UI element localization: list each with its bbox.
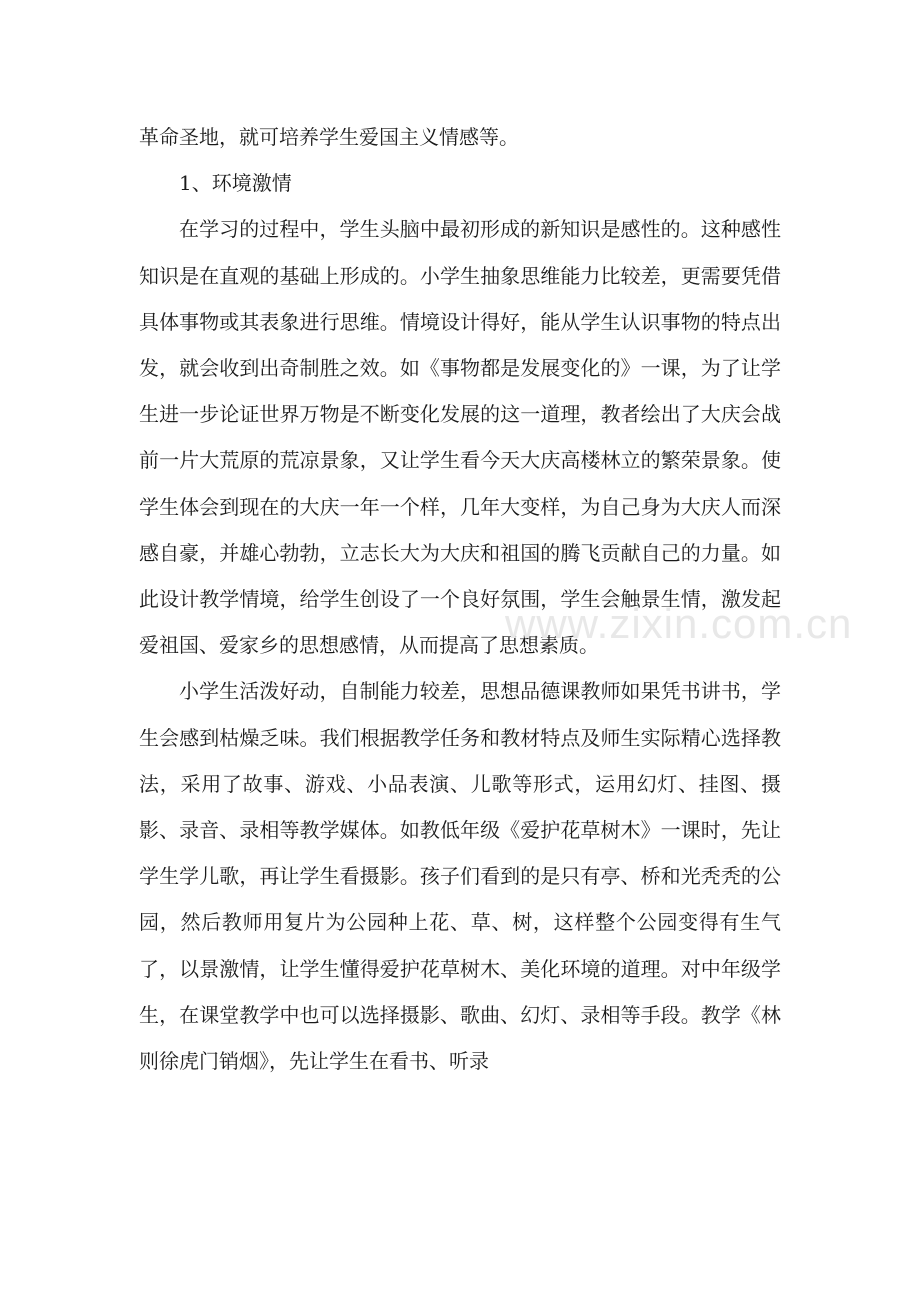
body-text xyxy=(139,114,781,1084)
section-heading: 1、环境激情 xyxy=(179,171,292,196)
paragraph-continuation: 革命圣地，就可培养学生爱国主义情感等。 xyxy=(139,125,519,149)
paragraph-methods: 小学生活泼好动，自制能力较差，思想品德课教师如果凭书讲书，学生会感到枯燥乏味。我们根据教学任务和教材特点及师生实际精心选择教法，采用了故事、游戏、小品表演、儿歌等形式，运用幻灯、挂图、摄影、录音、录相等教学媒体。如教低年级《爱护花草树木》一课时，先让学生学儿歌，再让学生看摄影。孩子们看到的是只有亭、桥和光秃秃的公园，然后教师用复片为公园种上花、草、树，这样整个公园变得有生气了，以景激情，让学生懂得爱护花草树木、美化环境的道理。对中年级学生，在课堂教学中也可以选择摄影、歌曲、幻灯、录相等手段。教学《林则徐虎门销烟》，先让学生在看书、听录 xyxy=(139,679,781,1074)
paragraph-environment: 在学习的过程中，学生头脑中最初形成的新知识是感性的。这种感性知识是在直观的基础上形成的。小学生抽象思维能力比较差，更需要凭借具体事物或其表象进行思维。情境设计得好，能从学生认识事物的特点出发，就会收到出奇制胜之效。如《事物都是发展变化的》一课，为了让学生进一步论证世界万物是不断变化发展的这一道理，教者绘出了大庆会战前一片大荒原的荒凉景象，又让学生看今天大庆高楼林立的繁荣景象。使学生体会到现在的大庆一年一个样，几年大变样，为自己身为大庆人而深感自豪，并雄心勃勃，立志长大为大庆和祖国的腾飞贡献自己的力量。如此设计教学情境，给学生创设了一个良好氛围，学生会触景生情，激发起爱祖国、爱家乡的思想感情，从而提高了思想素质。 xyxy=(139,217,781,658)
watermark: www.zixin.com.cn xyxy=(505,600,853,647)
